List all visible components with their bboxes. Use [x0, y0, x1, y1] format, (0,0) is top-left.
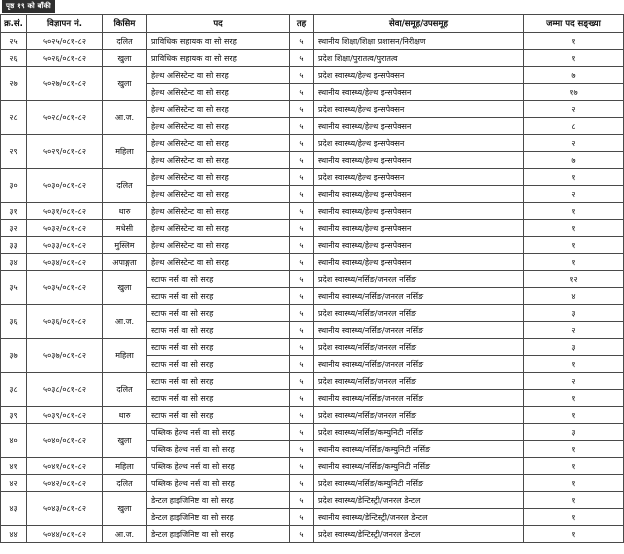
post-cell: हेल्थ असिस्टेन्ट वा सो सरह [147, 84, 290, 101]
service-group-cell: प्रदेश स्वास्थ्य/हेल्थ इन्सपेक्सन [314, 135, 524, 152]
post-cell: स्टाफ नर्स वा सो सरह [147, 288, 290, 305]
advertisement-number-cell: ५०४३/०८१-८२ [27, 492, 103, 526]
level-cell: ५ [290, 509, 314, 526]
table-row [1, 526, 624, 543]
level-cell: ५ [290, 169, 314, 186]
serial-number-cell: २५ [1, 33, 27, 50]
level-cell: ५ [290, 526, 314, 543]
post-count-cell: ७ [524, 67, 624, 84]
serial-number-cell: २७ [1, 67, 27, 101]
post-cell: डेन्टल हाइजिनिष्ट वा सो सरह [147, 492, 290, 509]
post-count-cell: २ [524, 101, 624, 118]
table-row [1, 305, 624, 322]
advertisement-number-cell: ५०३१/०८१-८२ [27, 203, 103, 220]
post-count-cell: १ [524, 407, 624, 424]
level-cell: ५ [290, 356, 314, 373]
level-cell: ५ [290, 424, 314, 441]
category-cell: मधेसी [103, 220, 147, 237]
post-cell: स्टाफ नर्स वा सो सरह [147, 407, 290, 424]
level-cell: ५ [290, 288, 314, 305]
header-post: पद [147, 15, 290, 33]
advertisement-number-cell: ५०४४/०८१-८२ [27, 526, 103, 543]
advertisement-number-cell: ५०३६/०८१-८२ [27, 305, 103, 339]
serial-number-cell: ३५ [1, 271, 27, 305]
post-count-cell: १ [524, 237, 624, 254]
table-row [1, 237, 624, 254]
table-row [1, 135, 624, 152]
post-cell: पब्लिक हेल्थ नर्स वा सो सरह [147, 475, 290, 492]
serial-number-cell: ३४ [1, 254, 27, 271]
serial-number-cell: ३९ [1, 407, 27, 424]
service-group-cell: स्थानीय शिक्षा/शिक्षा प्रशासन/निरीक्षण [314, 33, 524, 50]
post-cell: डेन्टल हाइजिनिष्ट वा सो सरह [147, 526, 290, 543]
post-cell: हेल्थ असिस्टेन्ट वा सो सरह [147, 237, 290, 254]
level-cell: ५ [290, 492, 314, 509]
post-count-cell: ३ [524, 424, 624, 441]
level-cell: ५ [290, 322, 314, 339]
advertisement-number-cell: ५०३२/०८१-८२ [27, 220, 103, 237]
table-row [1, 424, 624, 441]
post-cell: प्राविधिक सहायक वा सो सरह [147, 50, 290, 67]
category-cell: थारु [103, 203, 147, 220]
post-count-cell: १ [524, 526, 624, 543]
table-row [1, 220, 624, 237]
post-count-cell: १ [524, 509, 624, 526]
advertisement-number-cell: ५०२८/०८१-८२ [27, 101, 103, 135]
post-cell: पब्लिक हेल्थ नर्स वा सो सरह [147, 458, 290, 475]
table-body [1, 33, 624, 543]
serial-number-cell: ३३ [1, 237, 27, 254]
serial-number-cell: २८ [1, 101, 27, 135]
post-count-cell: १ [524, 203, 624, 220]
level-cell: ५ [290, 152, 314, 169]
post-cell: स्टाफ नर्स वा सो सरह [147, 356, 290, 373]
advertisement-number-cell: ५०३५/०८१-८२ [27, 271, 103, 305]
post-count-cell: ३ [524, 305, 624, 322]
table-row [1, 339, 624, 356]
advertisement-number-cell: ५०३७/०८१-८२ [27, 339, 103, 373]
category-cell: आ.ज. [103, 101, 147, 135]
advertisement-number-cell: ५०२९/०८१-८२ [27, 135, 103, 169]
level-cell: ५ [290, 254, 314, 271]
post-count-cell: १ [524, 492, 624, 509]
post-cell: पब्लिक हेल्थ नर्स वा सो सरह [147, 441, 290, 458]
post-count-cell: २ [524, 135, 624, 152]
level-cell: ५ [290, 339, 314, 356]
advertisement-number-cell: ५०४१/०८१-८२ [27, 458, 103, 475]
level-cell: ५ [290, 373, 314, 390]
serial-number-cell: ४० [1, 424, 27, 458]
post-count-cell: ३ [524, 339, 624, 356]
level-cell: ५ [290, 186, 314, 203]
page-edge [0, 549, 624, 554]
post-count-cell: १ [524, 254, 624, 271]
serial-number-cell: ४१ [1, 458, 27, 475]
post-cell: हेल्थ असिस्टेन्ट वा सो सरह [147, 169, 290, 186]
table-row [1, 33, 624, 50]
category-cell: आ.ज. [103, 305, 147, 339]
service-group-cell: स्थानीय स्वास्थ्य/हेल्थ इन्सपेक्सन [314, 220, 524, 237]
post-cell: हेल्थ असिस्टेन्ट वा सो सरह [147, 135, 290, 152]
service-group-cell: स्थानीय स्वास्थ्य/नर्सिङ/जनरल नर्सिङ [314, 322, 524, 339]
post-cell: हेल्थ असिस्टेन्ट वा सो सरह [147, 186, 290, 203]
post-cell: स्टाफ नर्स वा सो सरह [147, 305, 290, 322]
service-group-cell: प्रदेश स्वास्थ्य/नर्सिङ/कम्युनिटी नर्सिङ [314, 424, 524, 441]
category-cell: दलित [103, 373, 147, 407]
table-row [1, 475, 624, 492]
service-group-cell: प्रदेश स्वास्थ्य/नर्सिङ/जनरल नर्सिङ [314, 407, 524, 424]
service-group-cell: स्थानीय स्वास्थ्य/नर्सिङ/कम्युनिटी नर्सिङ [314, 441, 524, 458]
advertisement-number-cell: ५०३३/०८१-८२ [27, 237, 103, 254]
post-count-cell: ७ [524, 152, 624, 169]
serial-number-cell: ३८ [1, 373, 27, 407]
category-cell: थारु [103, 407, 147, 424]
category-cell: खुला [103, 67, 147, 101]
level-cell: ५ [290, 118, 314, 135]
table-row [1, 169, 624, 186]
table-header-row [1, 15, 624, 33]
category-cell: महिला [103, 339, 147, 373]
post-cell: हेल्थ असिस्टेन्ट वा सो सरह [147, 118, 290, 135]
service-group-cell: प्रदेश स्वास्थ्य/डेन्टिस्ट्री/जनरल डेन्टल [314, 492, 524, 509]
table-row [1, 492, 624, 509]
service-group-cell: प्रदेश स्वास्थ्य/नर्सिङ/जनरल नर्सिङ [314, 373, 524, 390]
level-cell: ५ [290, 390, 314, 407]
table-row [1, 407, 624, 424]
serial-number-cell: ४३ [1, 492, 27, 526]
service-group-cell: प्रदेश स्वास्थ्य/हेल्थ इन्सपेक्सन [314, 169, 524, 186]
post-cell: हेल्थ असिस्टेन्ट वा सो सरह [147, 254, 290, 271]
service-group-cell: प्रदेश स्वास्थ्य/हेल्थ इन्सपेक्सन [314, 101, 524, 118]
post-count-cell: १ [524, 356, 624, 373]
post-cell: हेल्थ असिस्टेन्ट वा सो सरह [147, 203, 290, 220]
category-cell: खुला [103, 424, 147, 458]
level-cell: ५ [290, 84, 314, 101]
table-row [1, 101, 624, 118]
service-group-cell: स्थानीय स्वास्थ्य/हेल्थ इन्सपेक्सन [314, 118, 524, 135]
header-sn: क्र.सं. [1, 15, 27, 33]
level-cell: ५ [290, 220, 314, 237]
service-group-cell: स्थानीय स्वास्थ्य/नर्सिङ/कम्युनिटी नर्सिङ [314, 458, 524, 475]
post-cell: स्टाफ नर्स वा सो सरह [147, 322, 290, 339]
advertisement-number-cell: ५०२५/०८१-८२ [27, 33, 103, 50]
service-group-cell: स्थानीय स्वास्थ्य/हेल्थ इन्सपेक्सन [314, 186, 524, 203]
service-group-cell: प्रदेश स्वास्थ्य/डेन्टिस्ट्री/जनरल डेन्टल [314, 526, 524, 543]
category-cell: महिला [103, 135, 147, 169]
service-group-cell: स्थानीय स्वास्थ्य/डेन्टिस्ट्री/जनरल डेन्टल [314, 509, 524, 526]
post-cell: हेल्थ असिस्टेन्ट वा सो सरह [147, 101, 290, 118]
serial-number-cell: २९ [1, 135, 27, 169]
service-group-cell: प्रदेश स्वास्थ्य/नर्सिङ/जनरल नर्सिङ [314, 305, 524, 322]
serial-number-cell: ३२ [1, 220, 27, 237]
header-advertisement-no: विज्ञापन नं. [27, 15, 103, 33]
category-cell: मुस्लिम [103, 237, 147, 254]
post-count-cell: २ [524, 322, 624, 339]
serial-number-cell: २६ [1, 50, 27, 67]
table-row [1, 373, 624, 390]
post-count-cell: २ [524, 186, 624, 203]
serial-number-cell: ४४ [1, 526, 27, 543]
post-count-cell: ८ [524, 118, 624, 135]
category-cell: खुला [103, 492, 147, 526]
post-cell: प्राविधिक सहायक वा सो सरह [147, 33, 290, 50]
category-cell: महिला [103, 458, 147, 475]
header-type: किसिम [103, 15, 147, 33]
level-cell: ५ [290, 237, 314, 254]
post-count-cell: २ [524, 373, 624, 390]
post-count-cell: १ [524, 33, 624, 50]
header-total-posts: जम्मा पद सङ्ख्या [524, 15, 624, 33]
serial-number-cell: ३७ [1, 339, 27, 373]
level-cell: ५ [290, 33, 314, 50]
post-cell: हेल्थ असिस्टेन्ट वा सो सरह [147, 67, 290, 84]
level-cell: ५ [290, 50, 314, 67]
post-cell: डेन्टल हाइजिनिष्ट वा सो सरह [147, 509, 290, 526]
table-row [1, 50, 624, 67]
category-cell: खुला [103, 50, 147, 67]
service-group-cell: स्थानीय स्वास्थ्य/हेल्थ इन्सपेक्सन [314, 254, 524, 271]
post-count-cell: १ [524, 50, 624, 67]
serial-number-cell: ३१ [1, 203, 27, 220]
table-row [1, 67, 624, 84]
service-group-cell: स्थानीय स्वास्थ्य/नर्सिङ/जनरल नर्सिङ [314, 356, 524, 373]
post-cell: स्टाफ नर्स वा सो सरह [147, 390, 290, 407]
level-cell: ५ [290, 271, 314, 288]
table-row [1, 458, 624, 475]
advertisement-number-cell: ५०४२/०८१-८२ [27, 475, 103, 492]
level-cell: ५ [290, 135, 314, 152]
advertisement-number-cell: ५०२६/०८१-८२ [27, 50, 103, 67]
service-group-cell: प्रदेश स्वास्थ्य/नर्सिङ/जनरल नर्सिङ [314, 339, 524, 356]
category-cell: दलित [103, 475, 147, 492]
level-cell: ५ [290, 101, 314, 118]
category-cell: दलित [103, 169, 147, 203]
service-group-cell: स्थानीय स्वास्थ्य/हेल्थ इन्सपेक्सन [314, 203, 524, 220]
level-cell: ५ [290, 203, 314, 220]
level-cell: ५ [290, 407, 314, 424]
vacancy-table [0, 14, 624, 543]
service-group-cell: स्थानीय स्वास्थ्य/हेल्थ इन्सपेक्सन [314, 84, 524, 101]
service-group-cell: प्रदेश शिक्षा/पुरातत्व/पुरातत्व [314, 50, 524, 67]
advertisement-number-cell: ५०३९/०८१-८२ [27, 407, 103, 424]
header-service-group: सेवा/समूह/उपसमूह [314, 15, 524, 33]
table-row [1, 203, 624, 220]
post-count-cell: १ [524, 390, 624, 407]
service-group-cell: स्थानीय स्वास्थ्य/नर्सिङ/जनरल नर्सिङ [314, 288, 524, 305]
post-count-cell: १ [524, 169, 624, 186]
advertisement-number-cell: ५०४०/०८१-८२ [27, 424, 103, 458]
category-cell: दलित [103, 33, 147, 50]
service-group-cell: स्थानीय स्वास्थ्य/हेल्थ इन्सपेक्सन [314, 152, 524, 169]
header-level: तह [290, 15, 314, 33]
service-group-cell: प्रदेश स्वास्थ्य/नर्सिङ/जनरल नर्सिङ [314, 271, 524, 288]
category-cell: खुला [103, 271, 147, 305]
serial-number-cell: ४२ [1, 475, 27, 492]
serial-number-cell: ३० [1, 169, 27, 203]
category-cell: अपाङ्गता [103, 254, 147, 271]
service-group-cell: स्थानीय स्वास्थ्य/नर्सिङ/जनरल नर्सिङ [314, 390, 524, 407]
post-count-cell: १ [524, 220, 624, 237]
level-cell: ५ [290, 67, 314, 84]
post-cell: पब्लिक हेल्थ नर्स वा सो सरह [147, 424, 290, 441]
serial-number-cell: ३६ [1, 305, 27, 339]
service-group-cell: प्रदेश स्वास्थ्य/नर्सिङ/कम्युनिटी नर्सिङ [314, 475, 524, 492]
post-cell: स्टाफ नर्स वा सो सरह [147, 373, 290, 390]
advertisement-number-cell: ५०३०/०८१-८२ [27, 169, 103, 203]
level-cell: ५ [290, 441, 314, 458]
level-cell: ५ [290, 458, 314, 475]
post-cell: स्टाफ नर्स वा सो सरह [147, 339, 290, 356]
post-count-cell: १ [524, 458, 624, 475]
advertisement-number-cell: ५०३४/०८१-८२ [27, 254, 103, 271]
post-count-cell: १२ [524, 271, 624, 288]
post-cell: हेल्थ असिस्टेन्ट वा सो सरह [147, 152, 290, 169]
level-cell: ५ [290, 305, 314, 322]
post-count-cell: १ [524, 441, 624, 458]
category-cell: आ.ज. [103, 526, 147, 543]
advertisement-number-cell: ५०३८/०८१-८२ [27, 373, 103, 407]
post-cell: हेल्थ असिस्टेन्ट वा सो सरह [147, 220, 290, 237]
service-group-cell: स्थानीय स्वास्थ्य/हेल्थ इन्सपेक्सन [314, 237, 524, 254]
continuation-label: पृष्ठ १९ को बाँकी [2, 0, 55, 13]
level-cell: ५ [290, 475, 314, 492]
advertisement-number-cell: ५०२७/०८१-८२ [27, 67, 103, 101]
post-count-cell: ४ [524, 288, 624, 305]
table-row [1, 254, 624, 271]
service-group-cell: प्रदेश स्वास्थ्य/हेल्थ इन्सपेक्सन [314, 67, 524, 84]
post-count-cell: १ [524, 475, 624, 492]
table-row [1, 271, 624, 288]
post-count-cell: १७ [524, 84, 624, 101]
post-cell: स्टाफ नर्स वा सो सरह [147, 271, 290, 288]
